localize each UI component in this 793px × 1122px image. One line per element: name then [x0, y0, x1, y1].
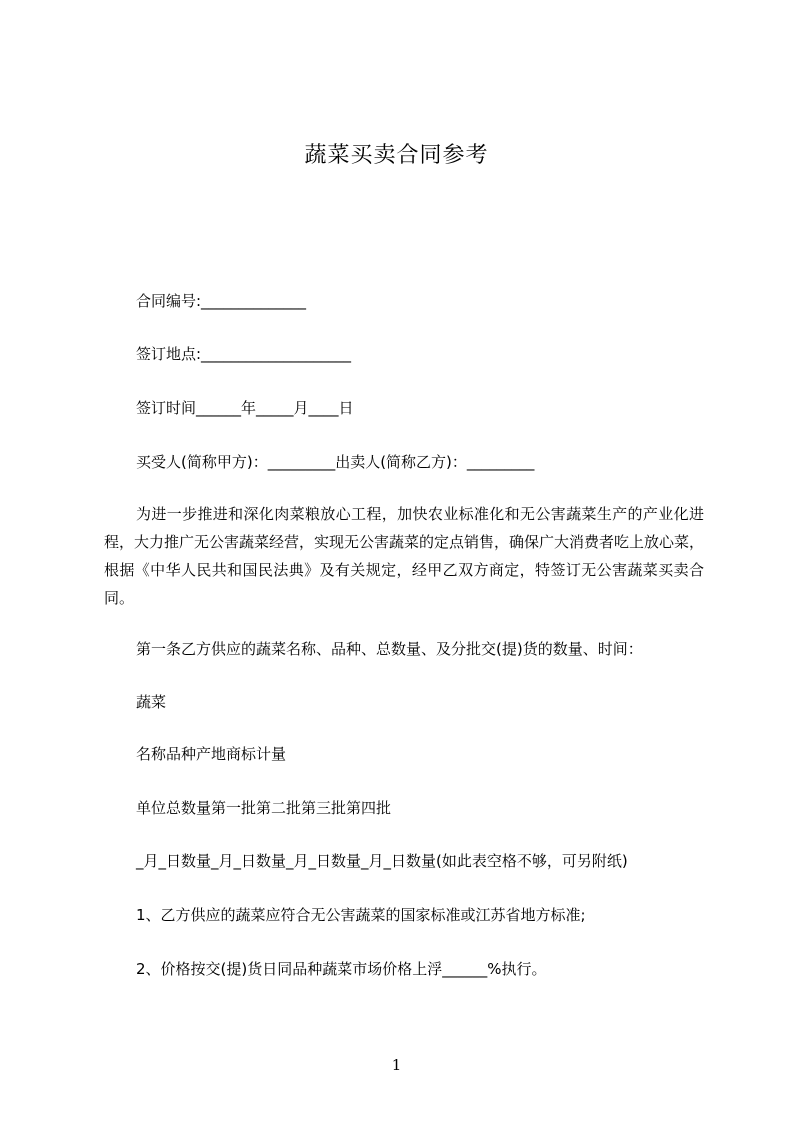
page-number: 1 [391, 1056, 402, 1074]
article-1-heading: 第一条乙方供应的蔬菜名称、品种、总数量、及分批交(提)货的数量、时间： [136, 640, 643, 658]
table-line-vegetable: 蔬菜 [136, 693, 167, 711]
document-title: 蔬菜买卖合同参考 [304, 143, 489, 168]
table-line-dates: _月_日数量_月_日数量_月_日数量_月_日数量(如此表空格不够，可另附纸) [136, 852, 628, 870]
signing-time-field: 签订时间______年_____月____日 [136, 399, 354, 417]
clause-1: 1、乙方供应的蔬菜应符合无公害蔬菜的国家标准或江苏省地方标准; [136, 906, 586, 924]
contract-number-field: 合同编号:______________ [136, 292, 307, 310]
parties-field: 买受人(简称甲方)：_________出卖人(简称乙方)：_________ [136, 453, 535, 471]
clause-2: 2、价格按交(提)货日同品种蔬菜市场价格上浮______%执行。 [136, 960, 547, 978]
intro-paragraph: 为进一步推进和深化肉菜粮放心工程，加快农业标准化和无公害蔬菜生产的产业化进程，大力推广无公害蔬菜经营，实现无公害蔬菜的定点销售，确保广大消费者吃上放心菜，根据《中华人民共和国民法典》及有关规定，经甲乙双方商定，特签订无公害蔬菜买卖合同。 [104, 505, 705, 607]
table-line-columns-2: 单位总数量第一批第二批第三批第四批 [136, 799, 392, 817]
signing-place-field: 签订地点:____________________ [136, 345, 352, 363]
table-line-columns-1: 名称品种产地商标计量 [136, 745, 287, 763]
